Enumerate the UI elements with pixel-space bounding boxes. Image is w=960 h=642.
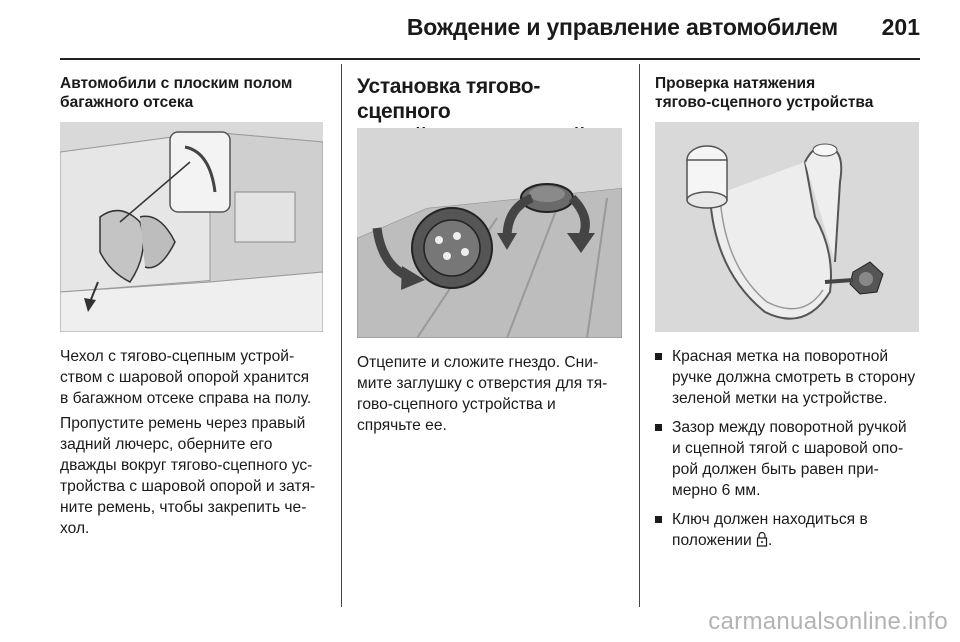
bullet3-line2: положении <box>672 532 752 549</box>
bullet2-line4: мерно 6 мм. <box>672 482 761 499</box>
figure-socket-installation <box>357 128 622 338</box>
socket-installation-illustration <box>357 128 622 338</box>
column3-heading-line1: Проверка натяжения <box>655 75 816 92</box>
column1-p2-line5: ните ремень, чтобы закрепить че- <box>60 499 307 516</box>
bullet-item <box>655 417 923 501</box>
towbar-check-illustration <box>655 122 919 332</box>
column-divider-1 <box>341 64 342 607</box>
lock-closed-icon <box>756 531 768 547</box>
square-bullet-icon <box>655 516 662 523</box>
column-flat-floor <box>60 74 325 112</box>
square-bullet-icon <box>655 424 662 431</box>
column1-p1-line3: в багажном отсеке справа на полу. <box>60 390 312 407</box>
column1-p1-line1: Чехол с тягово-сцепным устрой- <box>60 348 295 365</box>
page-number: 201 <box>881 14 920 40</box>
header-divider <box>60 58 920 60</box>
column2-paragraph <box>357 352 629 436</box>
bullet1-line1: Красная метка на поворотной <box>672 348 889 365</box>
bullet1-line3: зеленой метки на устройстве. <box>672 390 888 407</box>
column2-p-line2: мите заглушку с отверстия для тя- <box>357 375 608 392</box>
column1-p2-line3: дважды вокруг тягово-сцепного ус- <box>60 457 313 474</box>
column2-heading-line1: Установка тягово-сцепного <box>357 75 541 123</box>
figure-towbar-check <box>655 122 919 332</box>
column1-heading-line1: Автомобили с плоским полом <box>60 75 293 92</box>
watermark: carmanualsonline.info <box>708 608 948 635</box>
column1-p2-line6: хол. <box>60 520 90 537</box>
figure-trunk-storage <box>60 122 323 332</box>
column1-heading-line2: багажного отсека <box>60 94 194 111</box>
bullet2-line3: рой должен быть равен при- <box>672 461 879 478</box>
square-bullet-icon <box>655 353 662 360</box>
bullet2-line2: и сцепной тягой с шаровой опо- <box>672 440 904 457</box>
column1-heading <box>60 74 325 112</box>
bullet3-suffix: . <box>768 532 773 549</box>
column1-p1-line2: ством с шаровой опорой хранится <box>60 369 310 386</box>
column-divider-2 <box>639 64 640 607</box>
column2-p-line1: Отцепите и сложите гнездо. Сни- <box>357 354 599 371</box>
bullet2-line1: Зазор между поворотной ручкой <box>672 419 907 436</box>
page-header <box>0 0 960 60</box>
trunk-storage-illustration <box>60 122 323 332</box>
bullet3-line1: Ключ должен находиться в <box>672 511 868 528</box>
column1-p2-line1: Пропустите ремень через правый <box>60 415 306 432</box>
column2-p-line3: гово-сцепного устройства и <box>357 396 556 413</box>
section-title: Вождение и управление автомобилем <box>406 14 838 40</box>
bullet-item <box>655 346 923 409</box>
column1-p2-line4: тройства с шаровой опорой и затя- <box>60 478 316 495</box>
column3-heading-line2: тягово-сцепного устройства <box>655 94 874 111</box>
bullet1-line2: ручке должна смотреть в сторону <box>672 369 916 386</box>
column3-heading <box>655 74 920 112</box>
column1-paragraph-2 <box>60 413 330 539</box>
bullet-item <box>655 509 923 551</box>
column1-p2-line2: задний лючерс, оберните его <box>60 436 273 453</box>
column1-paragraph-1 <box>60 346 330 409</box>
column-tension-check <box>655 74 920 112</box>
column2-p-line4: спрячьте ее. <box>357 417 447 434</box>
check-bullet-list <box>655 346 923 559</box>
